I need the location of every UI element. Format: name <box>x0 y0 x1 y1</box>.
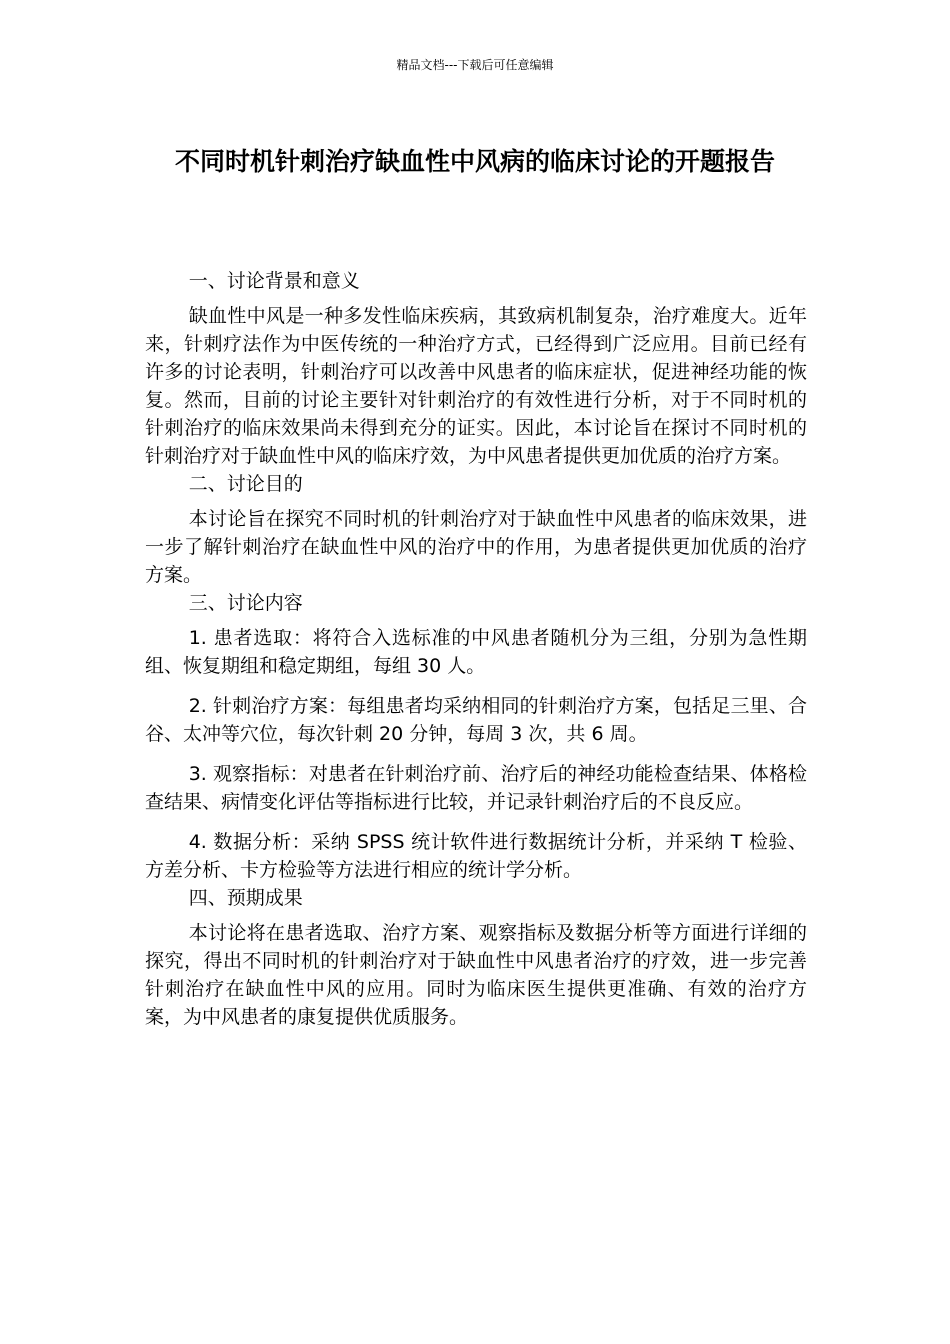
section-heading-content: 三、讨论内容 <box>188 592 303 614</box>
content-item-observation-indicators: 3. 观察指标：对患者在针刺治疗前、治疗后的神经功能检查结果、体格检查结果、病情变化评估等指标进行比较，并记录针刺治疗后的不良反应。 <box>145 763 807 813</box>
content-item-data-analysis: 4. 数据分析：采纳 SPSS 统计软件进行数据统计分析，并采纳 T 检验、方差分析、卡方检验等方法进行相应的统计学分析。 <box>145 831 807 881</box>
section-heading-purpose: 二、讨论目的 <box>188 473 303 495</box>
document-title: 不同时机针刺治疗缺血性中风病的临床讨论的开题报告 <box>174 147 775 176</box>
content-item-patient-selection: 1. 患者选取：将符合入选标准的中风患者随机分为三组，分别为急性期组、恢复期组和稳定期组，每组 30 人。 <box>145 627 807 677</box>
paragraph-expected: 本讨论将在患者选取、治疗方案、观察指标及数据分析等方面进行详细的探究，得出不同时机的针刺治疗对于缺血性中风患者治疗的疗效，进一步完善针刺治疗在缺血性中风的应用。同时为临床医生提供更准确、有效的治疗方案，为中风患者的康复提供优质服务。 <box>145 922 807 1028</box>
section-heading-background: 一、讨论背景和意义 <box>188 270 360 292</box>
paragraph-purpose: 本讨论旨在探究不同时机的针刺治疗对于缺血性中风患者的临床效果，进一步了解针刺治疗在缺血性中风的治疗中的作用，为患者提供更加优质的治疗方案。 <box>145 508 807 586</box>
paragraph-background: 缺血性中风是一种多发性临床疾病，其致病机制复杂，治疗难度大。近年来，针刺疗法作为中医传统的一种治疗方式，已经得到广泛应用。目前已经有许多的讨论表明，针刺治疗可以改善中风患者的临床症状，促进神经功能的恢复。然而，目前的讨论主要针对针刺治疗的有效性进行分析，对于不同时机的针刺治疗的临床效果尚未得到充分的证实。因此，本讨论旨在探讨不同时机的针刺治疗对于缺血性中风的临床疗效，为中风患者提供更加优质的治疗方案。 <box>145 305 807 467</box>
document-body <box>145 267 807 1031</box>
content-item-treatment-plan: 2. 针刺治疗方案：每组患者均采纳相同的针刺治疗方案，包括足三里、合谷、太冲等穴位，每次针刺 20 分钟，每周 3 次，共 6 周。 <box>145 695 807 745</box>
page-header-note: 精品文档---下载后可任意编辑 <box>396 58 554 72</box>
section-heading-expected: 四、预期成果 <box>188 887 303 909</box>
